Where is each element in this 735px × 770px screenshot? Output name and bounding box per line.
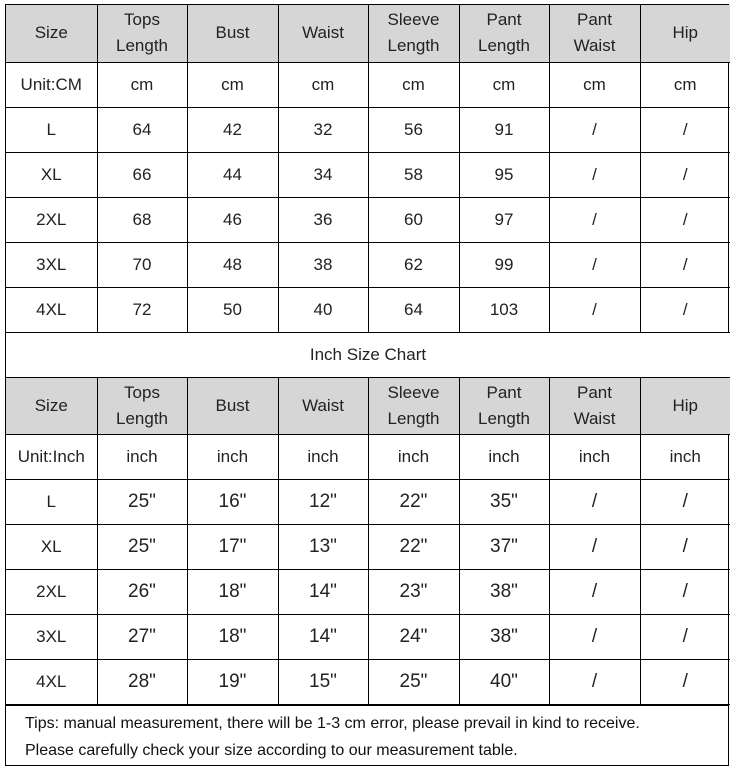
inch-value-cell: 25" bbox=[97, 524, 187, 569]
cm-table-row bbox=[6, 152, 730, 197]
inch-value-cell: / bbox=[549, 569, 640, 614]
cm-value-cell: / bbox=[640, 152, 730, 197]
cm-value-cell: 42 bbox=[187, 107, 278, 152]
inch-header-cell bbox=[97, 377, 187, 434]
inch-value-cell: / bbox=[640, 569, 730, 614]
cm-header-cell bbox=[97, 5, 187, 62]
header-label: Pant bbox=[486, 382, 522, 402]
header-label: Pant bbox=[577, 382, 612, 402]
inch-unit-cell: inch bbox=[278, 434, 368, 479]
cm-value-cell: 62 bbox=[368, 242, 459, 287]
header-label: Size bbox=[34, 395, 68, 415]
inch-table-row bbox=[6, 479, 730, 524]
cm-table-row bbox=[6, 287, 730, 332]
inch-caption: Inch Size Chart bbox=[6, 332, 730, 377]
inch-value-cell: 27" bbox=[97, 614, 187, 659]
cm-value-cell: 48 bbox=[187, 242, 278, 287]
cm-value-cell: / bbox=[549, 152, 640, 197]
header-label: Length bbox=[387, 408, 440, 428]
header-label: Size bbox=[34, 23, 68, 43]
inch-value-cell: 37" bbox=[459, 524, 549, 569]
header-label: Bust bbox=[215, 395, 250, 415]
inch-value-cell: / bbox=[640, 479, 730, 524]
cm-value-cell: 95 bbox=[459, 152, 549, 197]
cm-section bbox=[6, 5, 730, 332]
cm-value-cell: / bbox=[640, 287, 730, 332]
cm-unit-cell: cm bbox=[640, 62, 730, 107]
cm-unit-cell: cm bbox=[368, 62, 459, 107]
cm-value-cell: 60 bbox=[368, 197, 459, 242]
inch-header-cell bbox=[6, 377, 97, 434]
inch-table-row bbox=[6, 659, 730, 704]
inch-header-cell bbox=[549, 377, 640, 434]
cm-value-cell: 46 bbox=[187, 197, 278, 242]
inch-value-cell: 14" bbox=[278, 569, 368, 614]
cm-value-cell: 40 bbox=[278, 287, 368, 332]
cm-value-cell: 32 bbox=[278, 107, 368, 152]
inch-value-cell: / bbox=[549, 479, 640, 524]
cm-header-cell bbox=[459, 5, 549, 62]
inch-value-cell: 38" bbox=[459, 569, 549, 614]
cm-value-cell: 97 bbox=[459, 197, 549, 242]
cm-value-cell: 34 bbox=[278, 152, 368, 197]
cm-table-row bbox=[6, 107, 730, 152]
cm-size-cell: 3XL bbox=[6, 242, 97, 287]
inch-section bbox=[6, 377, 730, 704]
cm-value-cell: / bbox=[640, 242, 730, 287]
cm-value-cell: / bbox=[549, 242, 640, 287]
cm-value-cell: 44 bbox=[187, 152, 278, 197]
cm-unit-cell: cm bbox=[549, 62, 640, 107]
inch-value-cell: 24" bbox=[368, 614, 459, 659]
inch-header-cell bbox=[368, 377, 459, 434]
inch-value-cell: 16" bbox=[187, 479, 278, 524]
cm-unit-cell: cm bbox=[97, 62, 187, 107]
inch-value-cell: 25" bbox=[97, 479, 187, 524]
cm-value-cell: 103 bbox=[459, 287, 549, 332]
inch-value-cell: 19" bbox=[187, 659, 278, 704]
inch-header-cell bbox=[187, 377, 278, 434]
cm-value-cell: 50 bbox=[187, 287, 278, 332]
cm-header-cell bbox=[278, 5, 368, 62]
tips-line-1: Tips: manual measurement, there will be 1-3 cm error, please prevail in kind to receive. bbox=[25, 714, 640, 732]
cm-unit-cell: cm bbox=[278, 62, 368, 107]
inch-unit-row bbox=[6, 434, 730, 479]
cm-value-cell: 66 bbox=[97, 152, 187, 197]
inch-header-cell bbox=[640, 377, 730, 434]
cm-header-cell bbox=[6, 5, 97, 62]
cm-unit-cell: cm bbox=[459, 62, 549, 107]
cm-table-row bbox=[6, 242, 730, 287]
inch-value-cell: 35" bbox=[459, 479, 549, 524]
inch-value-cell: 18" bbox=[187, 569, 278, 614]
inch-value-cell: 22" bbox=[368, 479, 459, 524]
header-label: Sleeve bbox=[387, 382, 440, 402]
inch-table-row bbox=[6, 569, 730, 614]
cm-value-cell: 56 bbox=[368, 107, 459, 152]
inch-size-cell: 3XL bbox=[6, 614, 97, 659]
inch-unit-cell: inch bbox=[459, 434, 549, 479]
inch-unit-cell: inch bbox=[187, 434, 278, 479]
inch-unit-cell: inch bbox=[640, 434, 730, 479]
inch-value-cell: 15" bbox=[278, 659, 368, 704]
inch-value-cell: 26" bbox=[97, 569, 187, 614]
cm-value-cell: 91 bbox=[459, 107, 549, 152]
inch-value-cell: 17" bbox=[187, 524, 278, 569]
header-label: Hip bbox=[672, 395, 698, 415]
inch-value-cell: 28" bbox=[97, 659, 187, 704]
cm-value-cell: / bbox=[549, 107, 640, 152]
cm-header-cell bbox=[549, 5, 640, 62]
inch-size-cell: XL bbox=[6, 524, 97, 569]
inch-value-cell: / bbox=[640, 614, 730, 659]
cm-header-cell bbox=[640, 5, 730, 62]
cm-value-cell: 68 bbox=[97, 197, 187, 242]
inch-header-cell bbox=[278, 377, 368, 434]
cm-value-cell: / bbox=[640, 197, 730, 242]
size-table bbox=[6, 5, 730, 705]
tips-note bbox=[6, 705, 728, 764]
caption-section bbox=[6, 332, 730, 377]
inch-table-row bbox=[6, 524, 730, 569]
header-label: Pant bbox=[577, 10, 612, 30]
header-label: Length bbox=[387, 36, 440, 56]
inch-header-row bbox=[6, 377, 730, 434]
cm-value-cell: / bbox=[549, 197, 640, 242]
header-label: Length bbox=[116, 408, 168, 428]
header-label: Length bbox=[116, 36, 168, 56]
inch-value-cell: 38" bbox=[459, 614, 549, 659]
inch-unit-cell: inch bbox=[97, 434, 187, 479]
cm-value-cell: 36 bbox=[278, 197, 368, 242]
tips-line-2: Please carefully check your size according to our measurement table. bbox=[25, 741, 518, 759]
header-label: Length bbox=[478, 408, 530, 428]
header-label: Length bbox=[478, 36, 530, 56]
header-label: Waist bbox=[573, 408, 616, 428]
inch-size-cell: 2XL bbox=[6, 569, 97, 614]
cm-value-cell: 64 bbox=[368, 287, 459, 332]
inch-value-cell: 18" bbox=[187, 614, 278, 659]
inch-value-cell: / bbox=[549, 659, 640, 704]
inch-value-cell: / bbox=[640, 524, 730, 569]
header-label: Tops bbox=[124, 382, 160, 402]
inch-table-row bbox=[6, 614, 730, 659]
inch-value-cell: 22" bbox=[368, 524, 459, 569]
cm-value-cell: / bbox=[640, 107, 730, 152]
cm-unit-cell: Unit:CM bbox=[6, 62, 97, 107]
header-label: Bust bbox=[215, 23, 250, 43]
inch-unit-cell: Unit:Inch bbox=[6, 434, 97, 479]
cm-table-row bbox=[6, 197, 730, 242]
inch-value-cell: 40" bbox=[459, 659, 549, 704]
header-label: Waist bbox=[302, 395, 344, 415]
inch-size-cell: L bbox=[6, 479, 97, 524]
cm-size-cell: 4XL bbox=[6, 287, 97, 332]
header-label: Waist bbox=[302, 23, 344, 43]
inch-value-cell: 23" bbox=[368, 569, 459, 614]
inch-caption-row bbox=[6, 332, 730, 377]
cm-unit-row bbox=[6, 62, 730, 107]
inch-unit-cell: inch bbox=[368, 434, 459, 479]
cm-value-cell: 38 bbox=[278, 242, 368, 287]
cm-value-cell: 72 bbox=[97, 287, 187, 332]
cm-size-cell: L bbox=[6, 107, 97, 152]
cm-header-row bbox=[6, 5, 730, 62]
cm-header-cell bbox=[368, 5, 459, 62]
inch-value-cell: / bbox=[549, 524, 640, 569]
cm-value-cell: / bbox=[549, 287, 640, 332]
cm-size-cell: XL bbox=[6, 152, 97, 197]
inch-value-cell: / bbox=[640, 659, 730, 704]
inch-value-cell: 13" bbox=[278, 524, 368, 569]
header-label: Hip bbox=[672, 23, 698, 43]
inch-unit-cell: inch bbox=[549, 434, 640, 479]
cm-value-cell: 99 bbox=[459, 242, 549, 287]
header-label: Pant bbox=[486, 10, 522, 30]
inch-size-cell: 4XL bbox=[6, 659, 97, 704]
cm-value-cell: 70 bbox=[97, 242, 187, 287]
inch-value-cell: 12" bbox=[278, 479, 368, 524]
header-label: Tops bbox=[124, 10, 160, 30]
cm-size-cell: 2XL bbox=[6, 197, 97, 242]
inch-value-cell: / bbox=[549, 614, 640, 659]
inch-value-cell: 14" bbox=[278, 614, 368, 659]
cm-value-cell: 58 bbox=[368, 152, 459, 197]
cm-header-cell bbox=[187, 5, 278, 62]
header-label: Waist bbox=[573, 36, 616, 56]
cm-value-cell: 64 bbox=[97, 107, 187, 152]
inch-value-cell: 25" bbox=[368, 659, 459, 704]
size-chart bbox=[5, 4, 729, 766]
cm-unit-cell: cm bbox=[187, 62, 278, 107]
inch-header-cell bbox=[459, 377, 549, 434]
header-label: Sleeve bbox=[387, 10, 440, 30]
